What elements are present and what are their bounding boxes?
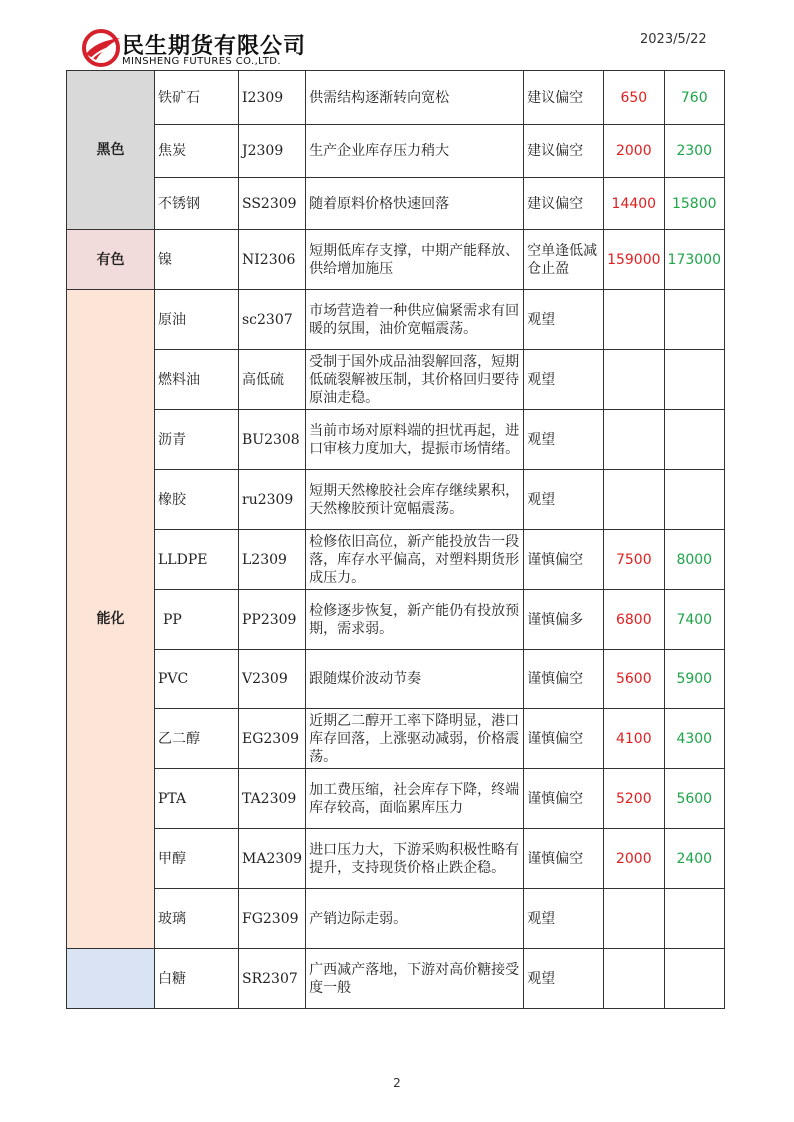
advice-cell: 谨慎偏空 xyxy=(524,530,604,590)
category-nonferrous: 有色 xyxy=(67,230,155,290)
table-row xyxy=(67,125,725,178)
price-high-cell: 173000 xyxy=(664,230,724,290)
product-cell: 白糖 xyxy=(155,949,239,1009)
page-header xyxy=(0,0,794,70)
product-cell: LLDPE xyxy=(155,530,239,590)
price-high-cell: 760 xyxy=(664,71,724,125)
market-view-cell: 受制于国外成品油裂解回落，短期低硫裂解被压制，其价格回归要待原油走稳。 xyxy=(306,350,524,410)
price-high-cell xyxy=(664,350,724,410)
table-row xyxy=(67,470,725,530)
contract-code-cell: BU2308 xyxy=(239,410,306,470)
table-row xyxy=(67,590,725,650)
market-view-cell: 广西减产落地，下游对高价糖接受度一般 xyxy=(306,949,524,1009)
product-cell: 燃料油 xyxy=(155,350,239,410)
table-row xyxy=(67,350,725,410)
price-high-cell xyxy=(664,949,724,1009)
price-low-cell: 5200 xyxy=(604,769,664,829)
brand-name-cn: 民生期货有限公司 xyxy=(122,34,307,59)
product-cell: PVC xyxy=(155,650,239,709)
price-high-cell: 2400 xyxy=(664,829,724,889)
product-cell: 橡胶 xyxy=(155,470,239,530)
price-low-cell: 6800 xyxy=(604,590,664,650)
page-number: 2 xyxy=(393,1076,401,1090)
contract-code-cell: I2309 xyxy=(239,71,306,125)
price-low-cell: 2000 xyxy=(604,125,664,178)
product-cell: 不锈钢 xyxy=(155,178,239,230)
table-row xyxy=(67,410,725,470)
advice-cell: 观望 xyxy=(524,290,604,350)
contract-code-cell: TA2309 xyxy=(239,769,306,829)
price-high-cell: 4300 xyxy=(664,709,724,769)
market-view-cell: 加工费压缩，社会库存下降，终端库存较高，面临累库压力 xyxy=(306,769,524,829)
price-low-cell xyxy=(604,470,664,530)
product-cell: 甲醇 xyxy=(155,829,239,889)
market-view-cell: 供需结构逐渐转向宽松 xyxy=(306,71,524,125)
category-energy: 能化 xyxy=(67,290,155,949)
price-high-cell: 2300 xyxy=(664,125,724,178)
table-row xyxy=(67,889,725,949)
contract-code-cell: NI2306 xyxy=(239,230,306,290)
price-low-cell: 4100 xyxy=(604,709,664,769)
table-row xyxy=(67,650,725,709)
price-low-cell xyxy=(604,949,664,1009)
market-view-cell: 市场营造着一种供应偏紧需求有回暖的氛围，油价宽幅震荡。 xyxy=(306,290,524,350)
price-high-cell xyxy=(664,889,724,949)
product-cell: 乙二醇 xyxy=(155,709,239,769)
contract-code-cell: EG2309 xyxy=(239,709,306,769)
product-cell: PP xyxy=(155,590,239,650)
advice-cell: 观望 xyxy=(524,470,604,530)
contract-code-cell: sc2307 xyxy=(239,290,306,350)
price-low-cell: 2000 xyxy=(604,829,664,889)
product-cell: 沥青 xyxy=(155,410,239,470)
price-low-cell xyxy=(604,889,664,949)
product-cell: 原油 xyxy=(155,290,239,350)
table-row xyxy=(67,709,725,769)
contract-code-cell: ru2309 xyxy=(239,470,306,530)
brand-name-en: MINSHENG FUTURES CO.,LTD. xyxy=(122,56,281,67)
product-cell: 玻璃 xyxy=(155,889,239,949)
market-view-cell: 近期乙二醇开工率下降明显，港口库存回落，上涨驱动减弱，价格震荡。 xyxy=(306,709,524,769)
contract-code-cell: PP2309 xyxy=(239,590,306,650)
price-low-cell: 7500 xyxy=(604,530,664,590)
product-cell: PTA xyxy=(155,769,239,829)
contract-code-cell: MA2309 xyxy=(239,829,306,889)
price-low-cell xyxy=(604,350,664,410)
price-high-cell: 15800 xyxy=(664,178,724,230)
price-high-cell: 8000 xyxy=(664,530,724,590)
strategy-table xyxy=(66,70,725,1009)
price-low-cell: 5600 xyxy=(604,650,664,709)
category-sugar xyxy=(67,949,155,1009)
market-view-cell: 检修逐步恢复，新产能仍有投放预期，需求弱。 xyxy=(306,590,524,650)
product-cell: 焦炭 xyxy=(155,125,239,178)
advice-cell: 观望 xyxy=(524,889,604,949)
table-row xyxy=(67,530,725,590)
price-low-cell: 14400 xyxy=(604,178,664,230)
market-view-cell: 跟随煤价波动节奏 xyxy=(306,650,524,709)
contract-code-cell: 高低硫 xyxy=(239,350,306,410)
advice-cell: 建议偏空 xyxy=(524,125,604,178)
product-cell: 镍 xyxy=(155,230,239,290)
table-row xyxy=(67,230,725,290)
advice-cell: 观望 xyxy=(524,949,604,1009)
price-high-cell: 7400 xyxy=(664,590,724,650)
table-row xyxy=(67,71,725,125)
market-view-cell: 生产企业库存压力稍大 xyxy=(306,125,524,178)
market-view-cell: 短期天然橡胶社会库存继续累积，天然橡胶预计宽幅震荡。 xyxy=(306,470,524,530)
advice-cell: 建议偏空 xyxy=(524,178,604,230)
table-row xyxy=(67,178,725,230)
minsheng-logo-icon xyxy=(80,26,124,70)
advice-cell: 谨慎偏空 xyxy=(524,709,604,769)
price-high-cell xyxy=(664,470,724,530)
table-row xyxy=(67,290,725,350)
advice-cell: 谨慎偏空 xyxy=(524,769,604,829)
contract-code-cell: J2309 xyxy=(239,125,306,178)
contract-code-cell: V2309 xyxy=(239,650,306,709)
price-high-cell: 5900 xyxy=(664,650,724,709)
advice-cell: 空单逢低减仓止盈 xyxy=(524,230,604,290)
advice-cell: 建议偏空 xyxy=(524,71,604,125)
price-low-cell: 650 xyxy=(604,71,664,125)
advice-cell: 谨慎偏空 xyxy=(524,829,604,889)
price-low-cell: 159000 xyxy=(604,230,664,290)
price-high-cell xyxy=(664,290,724,350)
market-view-cell: 当前市场对原料端的担忧再起，进口审核力度加大，提振市场情绪。 xyxy=(306,410,524,470)
price-low-cell xyxy=(604,410,664,470)
market-view-cell: 短期低库存支撑，中期产能释放、供给增加施压 xyxy=(306,230,524,290)
table-row xyxy=(67,829,725,889)
advice-cell: 观望 xyxy=(524,350,604,410)
advice-cell: 谨慎偏多 xyxy=(524,590,604,650)
contract-code-cell: FG2309 xyxy=(239,889,306,949)
table-row xyxy=(67,949,725,1009)
contract-code-cell: L2309 xyxy=(239,530,306,590)
contract-code-cell: SR2307 xyxy=(239,949,306,1009)
market-view-cell: 进口压力大，下游采购积极性略有提升，支持现货价格止跌企稳。 xyxy=(306,829,524,889)
market-view-cell: 产销边际走弱。 xyxy=(306,889,524,949)
category-black: 黑色 xyxy=(67,71,155,230)
market-view-cell: 检修依旧高位，新产能投放告一段落，库存水平偏高，对塑料期货形成压力。 xyxy=(306,530,524,590)
product-cell: 铁矿石 xyxy=(155,71,239,125)
advice-cell: 观望 xyxy=(524,410,604,470)
contract-code-cell: SS2309 xyxy=(239,178,306,230)
price-low-cell xyxy=(604,290,664,350)
report-date: 2023/5/22 xyxy=(640,32,707,47)
price-high-cell xyxy=(664,410,724,470)
table-row xyxy=(67,769,725,829)
market-view-cell: 随着原料价格快速回落 xyxy=(306,178,524,230)
price-high-cell: 5600 xyxy=(664,769,724,829)
advice-cell: 谨慎偏空 xyxy=(524,650,604,709)
